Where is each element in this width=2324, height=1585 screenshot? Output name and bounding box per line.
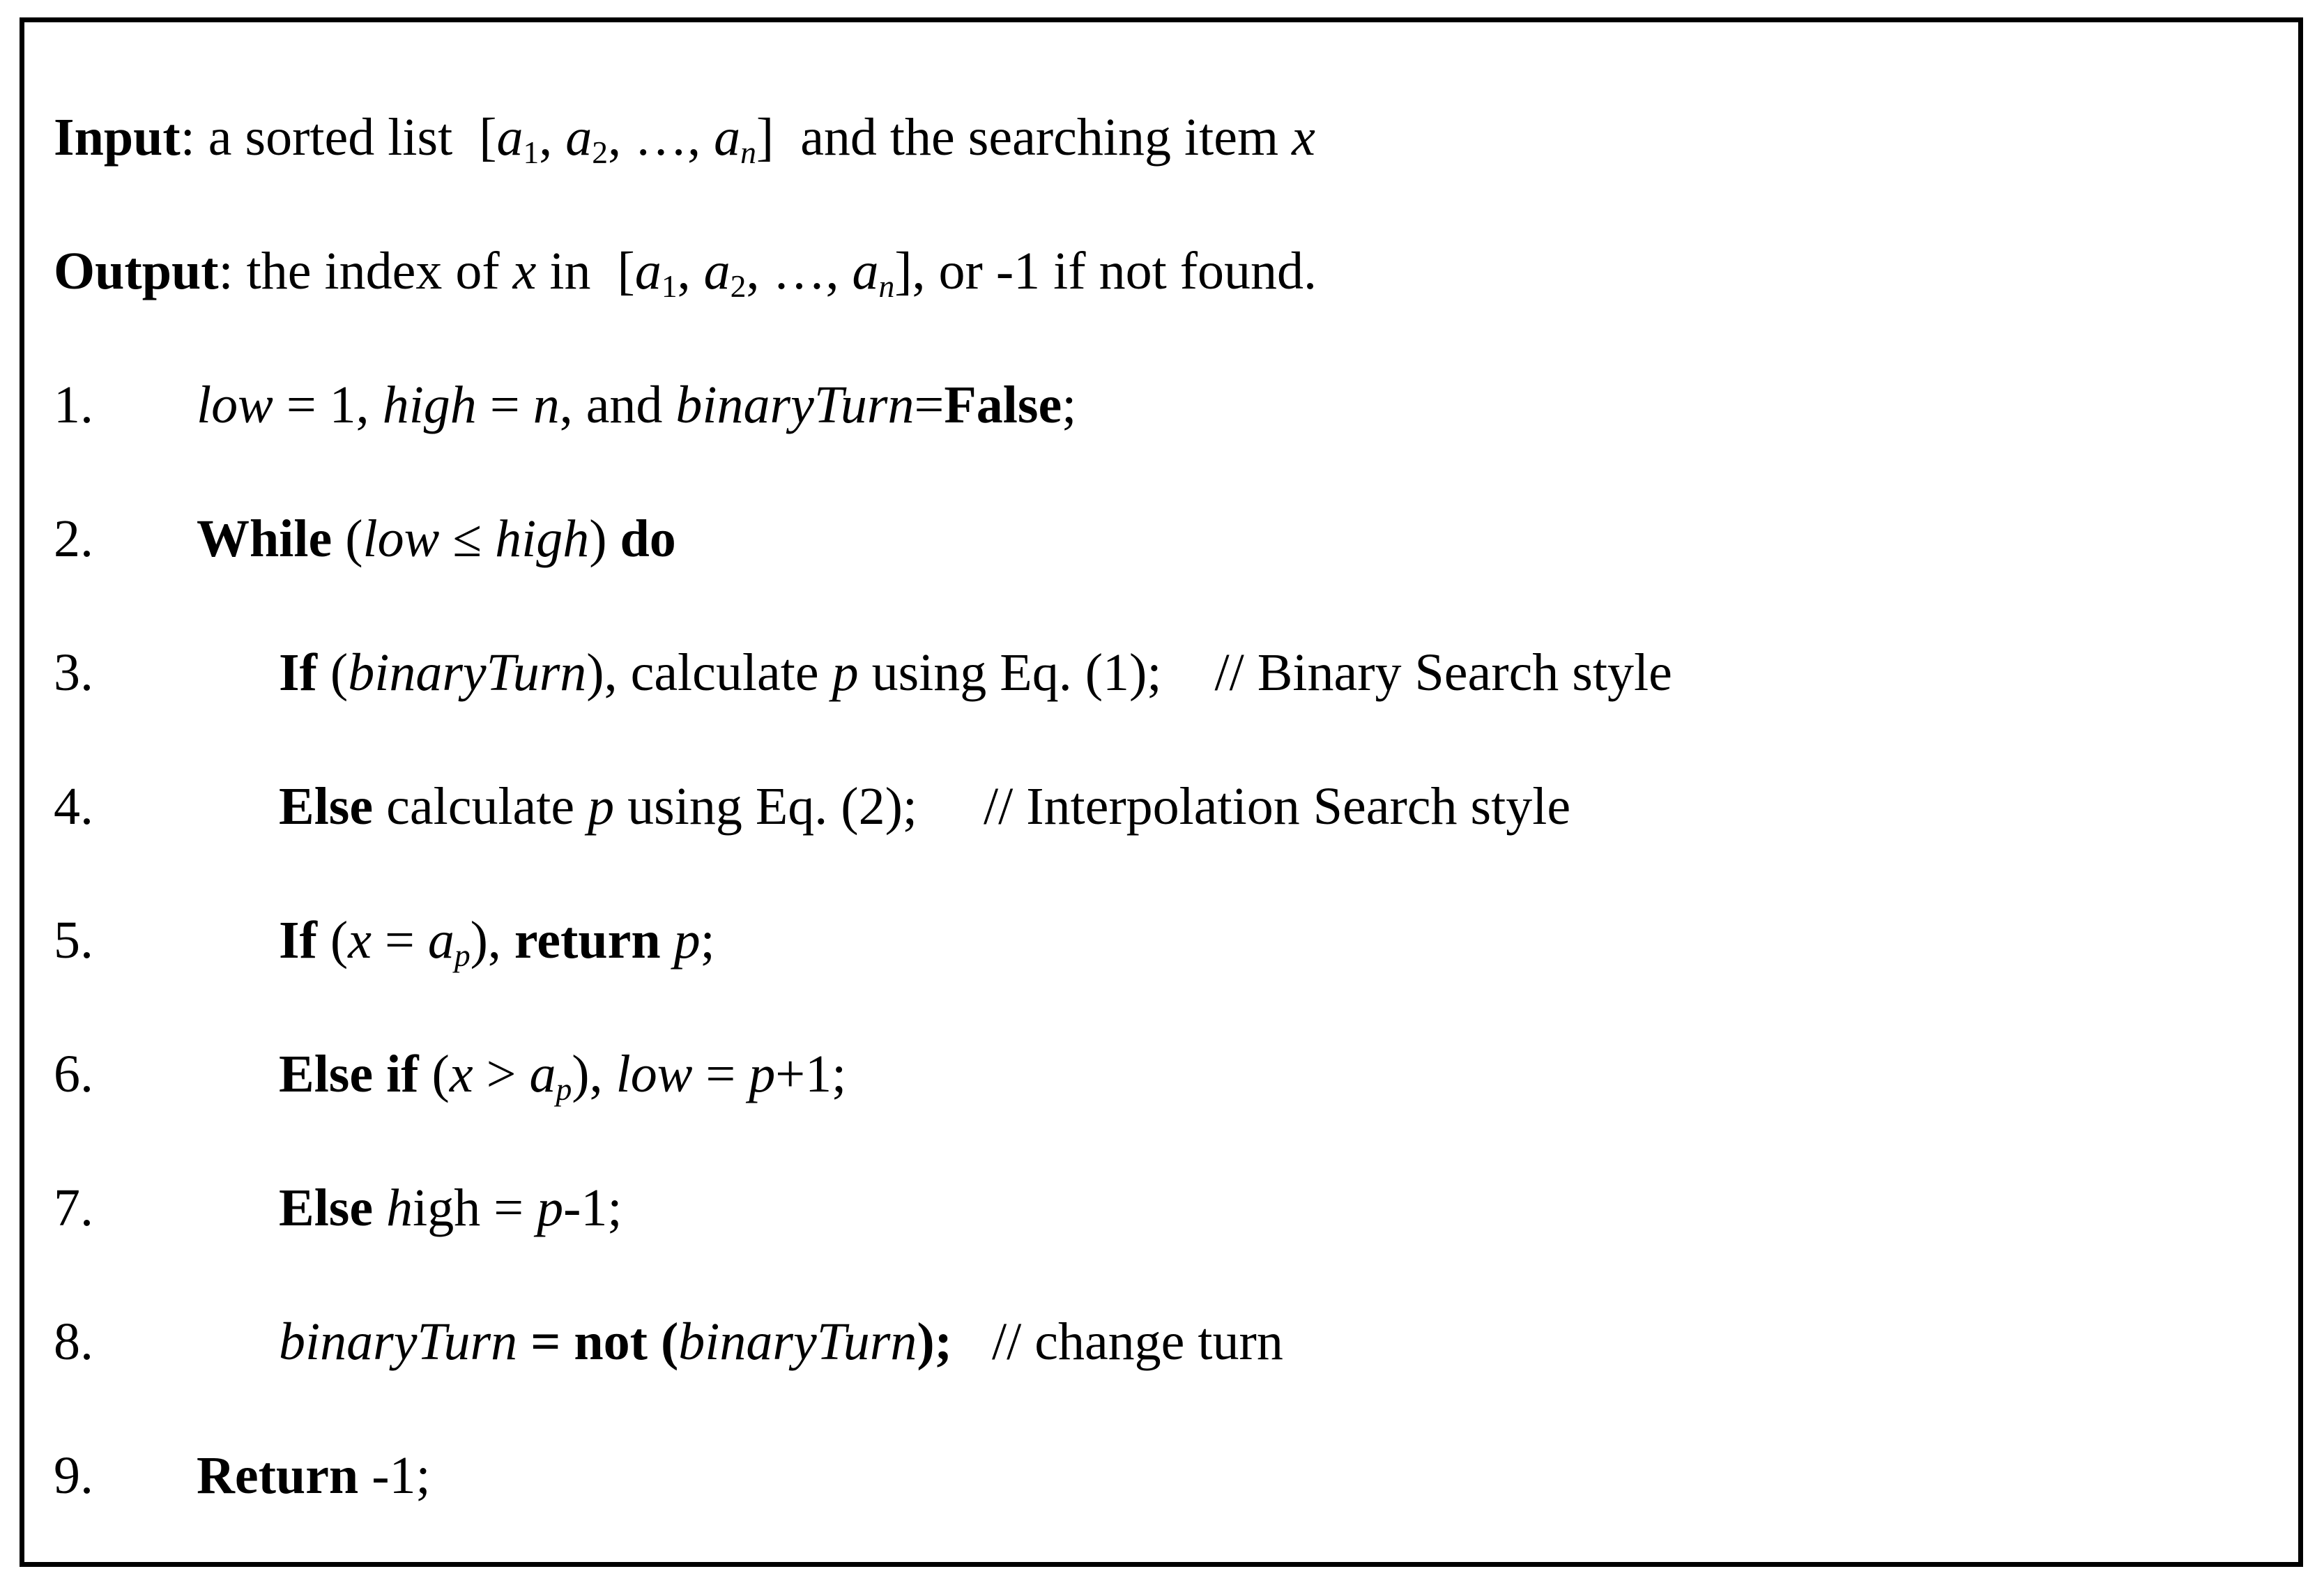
text-segment: p <box>537 1179 564 1238</box>
text-segment: , and <box>559 376 676 435</box>
subscript: n <box>740 134 756 170</box>
algorithm-line <box>54 473 2270 606</box>
line-content <box>197 643 1672 703</box>
text-segment: a <box>565 108 593 167</box>
text-segment <box>517 1312 530 1371</box>
algorithm-line <box>54 339 2270 473</box>
text-segment: While <box>197 510 332 569</box>
subscript: n <box>878 268 895 304</box>
text-segment: = not ( <box>530 1312 679 1372</box>
step-number: 5. <box>54 911 93 970</box>
text-segment: ( <box>316 643 349 703</box>
text-segment: +1; <box>775 1045 847 1104</box>
algorithm-line <box>54 606 2270 740</box>
subscript: 1 <box>661 268 678 304</box>
line-content <box>197 1312 1283 1372</box>
algorithm-line <box>54 740 2270 874</box>
text-segment: in [ <box>536 242 635 301</box>
text-segment: : the index of <box>218 242 513 301</box>
algorithm-line <box>54 1276 2270 1409</box>
text-segment: Else <box>279 777 374 836</box>
text-segment: ≤ <box>439 510 496 569</box>
text-segment: do <box>620 510 676 569</box>
text-segment: p <box>588 777 615 836</box>
text-segment: > <box>473 1045 530 1104</box>
text-segment: calculate <box>373 777 588 836</box>
text-segment: return <box>514 911 661 970</box>
text-segment <box>661 911 674 970</box>
line-content <box>197 776 1570 837</box>
text-segment: = <box>692 1045 749 1104</box>
text-segment: low <box>616 1045 693 1104</box>
step-number: 3. <box>54 643 93 703</box>
text-segment: x <box>512 242 537 301</box>
text-segment: Else if <box>279 1045 419 1104</box>
text-segment: ), <box>572 1045 616 1104</box>
step-number: 7. <box>54 1179 93 1238</box>
text-segment: -1; <box>563 1179 622 1238</box>
text-segment: x <box>348 911 372 970</box>
text-segment: ; <box>700 911 715 970</box>
algorithm-line <box>54 71 2270 205</box>
text-segment: p <box>832 643 859 703</box>
text-segment: Output <box>54 242 219 301</box>
line-content <box>197 1044 846 1105</box>
algorithm-line <box>54 874 2270 1008</box>
text-segment: low <box>197 376 273 435</box>
text-segment: , …, <box>608 108 714 167</box>
text-segment: x <box>449 1045 473 1104</box>
algorithm-line <box>54 205 2270 339</box>
text-segment: ], or -1 if not found. <box>894 242 1317 301</box>
line-content <box>197 1178 622 1239</box>
text-segment: a <box>634 242 662 301</box>
text-segment: : a sorted list [ <box>180 108 497 167</box>
text-segment: If <box>279 643 317 703</box>
text-segment: binaryTurn <box>279 1312 518 1372</box>
text-segment: a <box>529 1045 556 1104</box>
text-segment: ( <box>418 1045 450 1104</box>
step-number: 2. <box>54 510 93 569</box>
line-content <box>197 1446 431 1506</box>
text-segment: -1; <box>358 1446 431 1506</box>
text-segment: ), <box>470 911 514 970</box>
text-segment: binaryTurn <box>675 376 915 435</box>
line-content <box>54 107 1315 168</box>
step-number: 6. <box>54 1045 93 1104</box>
text-segment: x <box>1292 108 1315 167</box>
subscript: p <box>556 1071 572 1107</box>
text-segment: = <box>476 376 533 435</box>
text-segment: = <box>914 376 945 435</box>
subscript: p <box>454 937 471 973</box>
line-content <box>197 509 676 569</box>
text-segment: binaryTurn <box>678 1312 917 1372</box>
subscript: 1 <box>523 134 540 170</box>
text-segment: a <box>703 242 731 301</box>
text-segment: a <box>427 911 454 970</box>
text-segment: p <box>673 911 701 970</box>
text-segment: False <box>944 376 1062 435</box>
text-segment: ] and the searching item <box>756 108 1292 167</box>
text-segment: low <box>362 510 440 569</box>
line-content <box>54 241 1317 302</box>
text-segment: , <box>677 242 704 301</box>
text-segment: binaryTurn <box>348 643 587 703</box>
text-segment: ; <box>1062 376 1077 435</box>
text-segment: = 1, <box>273 376 383 435</box>
text-segment: Return <box>197 1446 359 1506</box>
text-segment: igh = <box>413 1179 537 1238</box>
subscript: 2 <box>730 268 747 304</box>
line-content <box>197 375 1076 436</box>
text-segment: ), calculate <box>586 643 832 703</box>
text-segment: a <box>496 108 523 167</box>
text-segment: using Eq. (1); // Binary Search style <box>858 643 1672 703</box>
text-segment: Else <box>279 1179 374 1238</box>
algorithm-line <box>54 1409 2270 1543</box>
text-segment: If <box>279 911 317 970</box>
text-segment: = <box>371 911 428 970</box>
text-segment: ) <box>589 510 620 569</box>
text-segment: Input <box>54 108 181 167</box>
text-segment: ( <box>332 510 363 569</box>
text-segment: h <box>386 1179 413 1238</box>
algorithm-box <box>20 17 2303 1567</box>
step-number: 9. <box>54 1446 93 1506</box>
text-segment: high <box>382 376 477 435</box>
text-segment: high <box>495 510 590 569</box>
text-segment: , …, <box>746 242 853 301</box>
text-segment: ( <box>316 911 349 970</box>
text-segment: ); <box>917 1312 952 1372</box>
text-segment: a <box>852 242 879 301</box>
line-content <box>197 910 715 971</box>
text-segment: n <box>533 376 560 435</box>
text-segment: // change turn <box>951 1312 1283 1372</box>
algorithm-line <box>54 1008 2270 1142</box>
text-segment: p <box>749 1045 776 1104</box>
subscript: 2 <box>592 134 609 170</box>
text-segment: using Eq. (2); // Interpolation Search style <box>614 777 1571 836</box>
step-number: 4. <box>54 777 93 836</box>
text-segment: , <box>539 108 566 167</box>
text-segment: a <box>714 108 741 167</box>
step-number: 1. <box>54 376 93 435</box>
text-segment <box>373 1179 386 1237</box>
step-number: 8. <box>54 1312 93 1372</box>
algorithm-line <box>54 1142 2270 1276</box>
